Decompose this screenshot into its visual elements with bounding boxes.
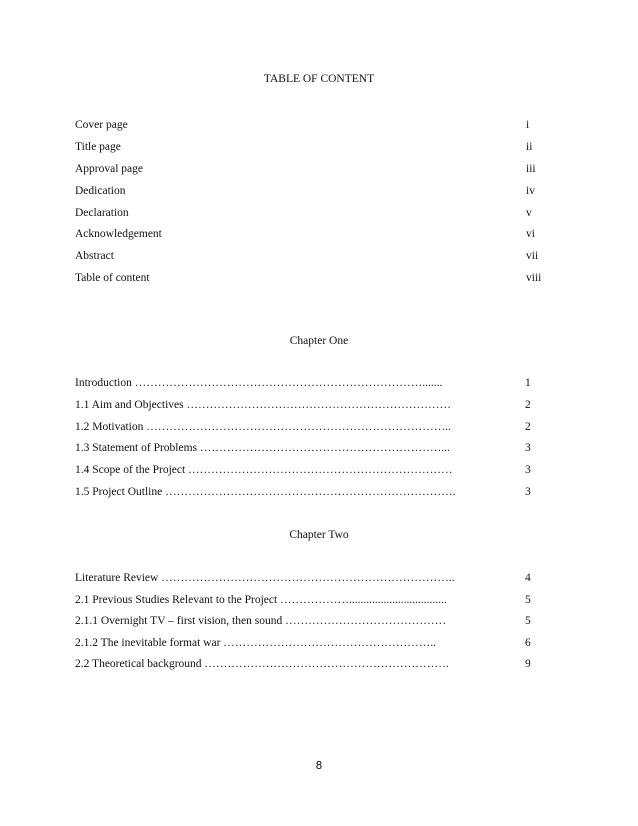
toc-entry-label: 1.1 Aim and Objectives …………………………………………………………… (75, 399, 451, 411)
toc-entry-label: Abstract (75, 250, 114, 262)
toc-entry-page: i (526, 119, 530, 131)
toc-entry (75, 163, 545, 179)
toc-entry-label: Approval page (75, 163, 144, 175)
toc-entry (75, 464, 545, 480)
chapter-two-heading: Chapter Two (289, 529, 349, 541)
toc-entry (75, 442, 545, 458)
toc-entry (75, 486, 545, 502)
toc-entry-label: 1.4 Scope of the Project …………………………………………………………… (75, 464, 453, 476)
toc-entry-label: 2.2 Theoretical background ………………………………………………………. (75, 658, 449, 670)
toc-entry-page: v (526, 207, 532, 219)
toc-entry (75, 594, 545, 610)
toc-entry (75, 637, 545, 653)
toc-entry-page: 6 (525, 637, 531, 649)
toc-entry (75, 141, 545, 157)
toc-entry-label: 2.1.2 The inevitable format war ……………………………………………….. (75, 637, 437, 649)
toc-entry (75, 272, 545, 288)
toc-entry-label: Dedication (75, 185, 126, 197)
toc-entry-page: 3 (525, 464, 531, 476)
toc-entry-label: Table of content (75, 272, 150, 284)
toc-entry (75, 207, 545, 223)
toc-entry (75, 377, 545, 393)
toc-entry-page: 3 (525, 486, 531, 498)
toc-entry-page: 1 (525, 377, 531, 389)
toc-entry-label: Declaration (75, 207, 129, 219)
toc-entry (75, 615, 545, 631)
toc-entry-page: 2 (525, 399, 531, 411)
toc-entry-page: 4 (525, 572, 531, 584)
toc-entry-page: 5 (525, 594, 531, 606)
toc-entry-page: vi (526, 228, 535, 240)
toc-entry (75, 421, 545, 437)
toc-entry-page: iv (526, 185, 535, 197)
toc-entry-label: Acknowledgement (75, 228, 162, 240)
toc-entry-label: 2.1 Previous Studies Relevant to the Project ……………….................................. (75, 594, 447, 606)
toc-entry-page: ii (526, 141, 533, 153)
toc-entry-page: 2 (525, 421, 531, 433)
toc-entry (75, 658, 545, 674)
toc-entry-page: vii (526, 250, 539, 262)
toc-entry-label: Title page (75, 141, 121, 153)
page-number: 8 (315, 760, 323, 772)
toc-entry-label: Introduction …………………………………………………………………....... (75, 377, 443, 389)
toc-entry-label: 1.5 Project Outline …………………………………………………………………. (75, 486, 456, 498)
page-title: TABLE OF CONTENT (263, 73, 375, 85)
toc-entry (75, 228, 545, 244)
toc-entry-page: 9 (525, 658, 531, 670)
toc-entry (75, 572, 545, 588)
toc-entry-page: viii (526, 272, 542, 284)
toc-entry-label: Literature Review ………………………………………………………………….. (75, 572, 455, 584)
toc-entry-page: 5 (525, 615, 531, 627)
toc-entry-label: 1.2 Motivation …………………………………………………………………….. (75, 421, 451, 433)
toc-entry-page: 3 (525, 442, 531, 454)
toc-entry (75, 119, 545, 135)
toc-entry (75, 399, 545, 415)
toc-entry-label: 1.3 Statement of Problems ………………………………………………………... (75, 442, 451, 454)
chapter-one-heading: Chapter One (289, 335, 349, 347)
toc-entry-label: Cover page (75, 119, 128, 131)
toc-entry (75, 185, 545, 201)
toc-entry (75, 250, 545, 266)
toc-entry-page: iii (526, 163, 536, 175)
toc-entry-label: 2.1.1 Overnight TV – first vision, then sound …………………………………… (75, 615, 447, 627)
